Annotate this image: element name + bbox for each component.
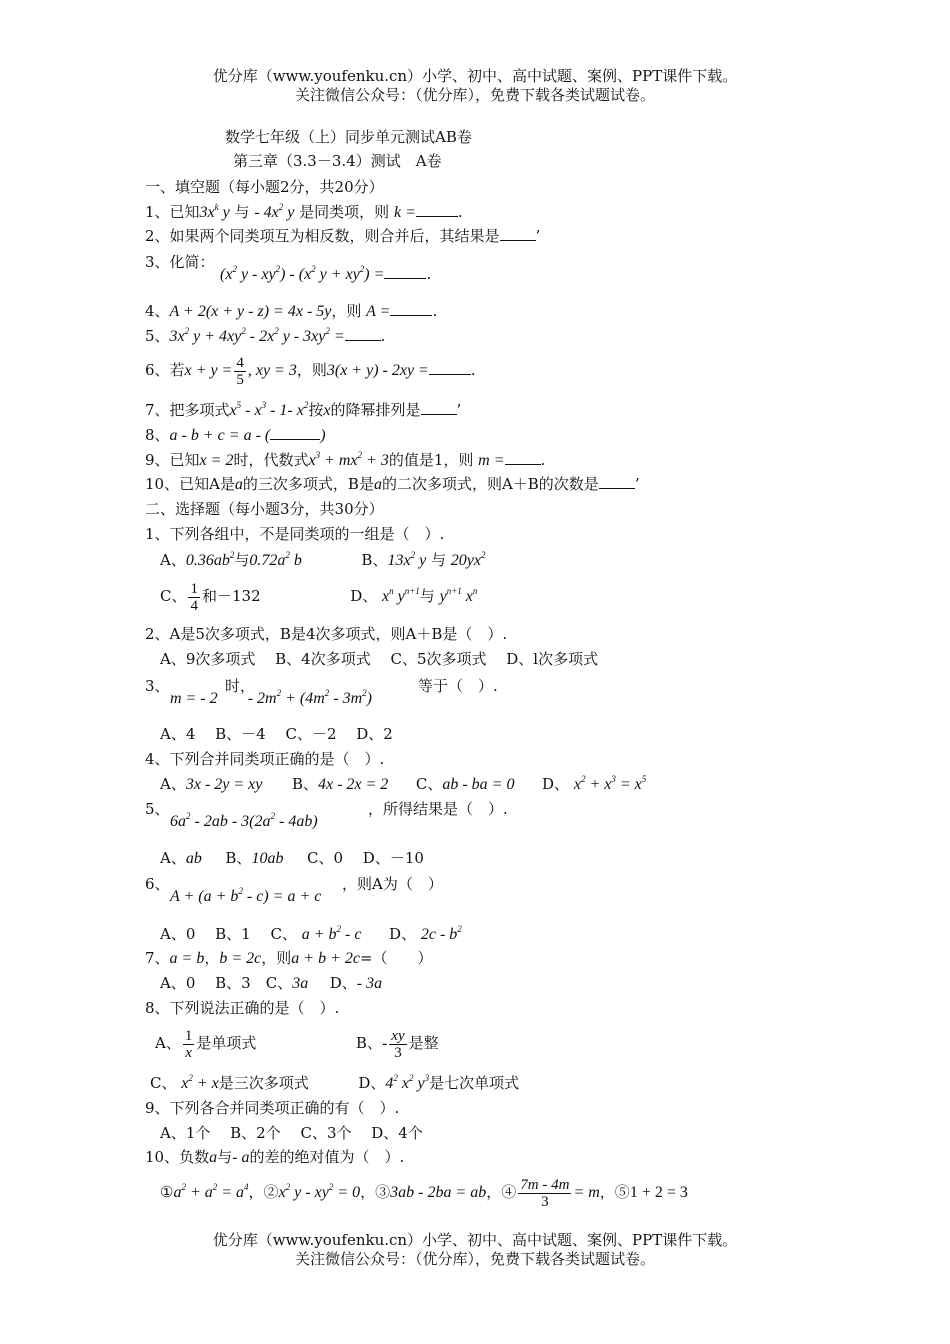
choice-q1-options-ab: A、$0.36ab^2$与$0.72a^2$ b B、$13x^2$ y 与 $20yx^2$	[160, 550, 486, 569]
header-line-2: 关注微信公众号：（优分库），免费下载各类试题试卷。	[294, 86, 655, 104]
choice-q1: 1、下列各组中，不是同类项的一组是（ ）.	[145, 525, 445, 543]
fill-q5: 5、$3x^2$ $y + 4xy^2 - 2x^2$ y - $3xy^2$ = .	[145, 326, 386, 345]
choice-q3-options: A、4 B、－4 C、－2 D、2	[160, 725, 393, 743]
choice-q3-when: 时，	[225, 677, 256, 695]
fill-q9: 9、已知x = 2时，代数式$x^3 + mx^2 + 3$的值是1，则 m = .	[145, 450, 546, 469]
choice-q6-options: A、0 B、1 C、 $a + b^2 - c$ D、 $2c - b^2$	[160, 924, 462, 943]
section-2-heading: 二、选择题（每小题3分，共30分）	[145, 500, 384, 518]
choice-q6: 6、	[145, 875, 170, 893]
fill-q6: 6、若x + y = $\frac{4}{5}$ , xy = 3，则3(x + y) - 2xy = .	[145, 354, 476, 388]
footer-line-1: 优分库（www.youfenku.cn）小学、初中、高中试题、案例、PPT课件下载。	[212, 1231, 738, 1249]
choice-q3: 3、	[145, 677, 170, 695]
choice-q5-options: A、ab B、10ab C、0 D、－10	[160, 849, 424, 867]
section-1-heading: 一、填空题（每小题2分，共20分）	[145, 178, 384, 196]
choice-q2-options: A、9次多项式 B、4次多项式 C、5次多项式 D、l次多项式	[160, 650, 599, 668]
footer-line-2: 关注微信公众号：（优分库），免费下载各类试题试卷。	[294, 1250, 655, 1268]
page-subtitle: 第三章（3.3－3.4）测试 A卷	[233, 152, 442, 170]
choice-q6-expr: $A + (a + b^2 - c) = a + c$	[170, 886, 322, 905]
fill-q1: 1、已知$3x^k$ y 与 - $4x^2$ y 是同类项，则 k = .	[145, 202, 463, 221]
choice-q9: 9、下列各合并同类项正确的有（ ）.	[145, 1099, 400, 1117]
fill-q3: 3、化简：	[145, 253, 215, 271]
choice-q7-options: A、0 B、3 C、3a D、- 3a	[160, 974, 383, 992]
choice-q3-end: 等于（ ）.	[418, 677, 498, 695]
choice-q5: 5、	[145, 800, 170, 818]
choice-q8-options-ab: A、 $\frac{1}{x}$ 是单项式 B、- $\frac{xy}{3}$ 是整	[155, 1027, 439, 1061]
choice-q3-expr: m = - $2 - 2m^2 + (4m^2 - 3m^2)$	[170, 688, 372, 707]
choice-q4: 4、下列合并同类项正确的是（ ）.	[145, 750, 385, 768]
choice-q6-end: ，则A为（ ）	[342, 875, 443, 893]
choice-q9-options: A、1个 B、2个 C、3个 D、4个	[160, 1124, 423, 1142]
choice-q9-statements: $①a^2 + a^2 = a^4$，$②x^2$ $y - xy^2 = 0$，③3ab - 2ba = ab，④ $\frac{7m - 4m}{3}$ = m，⑤1 + 2 = 3	[160, 1176, 688, 1210]
choice-q8: 8、下列说法正确的是（ ）.	[145, 999, 340, 1017]
choice-q5-expr: $6a^2 - 2ab - 3(2a^2 - 4ab)$	[170, 811, 318, 830]
fill-q4: 4、A + 2(x + y - z) = 4x - 5y，则 A = .	[145, 302, 438, 320]
page-title: 数学七年级（上）同步单元测试AB卷	[225, 128, 472, 146]
choice-q1-options-cd: C、 $\frac{1}{4}$ 和－132 D、 $x^n$ $y^{n+1}$与 $y^{n+1}$ $x^n$	[160, 580, 478, 614]
choice-q8-options-cd: C、 $x^2 + x$是三次多项式 D、$4^2$ $x^2$ $y^3$是七次单项式	[150, 1073, 520, 1092]
choice-q4-options: A、3x - 2y = xy B、4x - 2x = 2 C、ab - ba = 0 D、 $x^2 + x^3 = x^5$	[160, 774, 647, 793]
fill-q8: 8、a - b + c = a - ( )	[145, 426, 326, 444]
fill-q2: 2、如果两个同类项互为相反数，则合并后，其结果是 ’	[145, 227, 541, 245]
fill-q3-expr: ($x^2$ y - $xy^2) - (x^2$ $y + xy^2$) = .	[220, 264, 432, 283]
choice-q7: 7、a = b，b = 2c，则a + b + 2c=（ ）	[145, 949, 433, 967]
choice-q10: 10、负数a与- a的差的绝对值为（ ）.	[145, 1148, 405, 1166]
header-line-1: 优分库（www.youfenku.cn）小学、初中、高中试题、案例、PPT课件下载。	[212, 67, 738, 85]
choice-q5-end: ，所得结果是（ ）.	[368, 800, 508, 818]
fill-q7: 7、把多项式$x^5 - x^3 - 1-$ $x^2$按x的降幂排列是 ’	[145, 400, 462, 419]
fill-q10: 10、已知A是a的三次多项式，B是a的二次多项式，则A＋B的次数是 ’	[145, 475, 640, 493]
choice-q2: 2、A是5次多项式，B是4次多项式，则A＋B是（ ）.	[145, 625, 508, 643]
